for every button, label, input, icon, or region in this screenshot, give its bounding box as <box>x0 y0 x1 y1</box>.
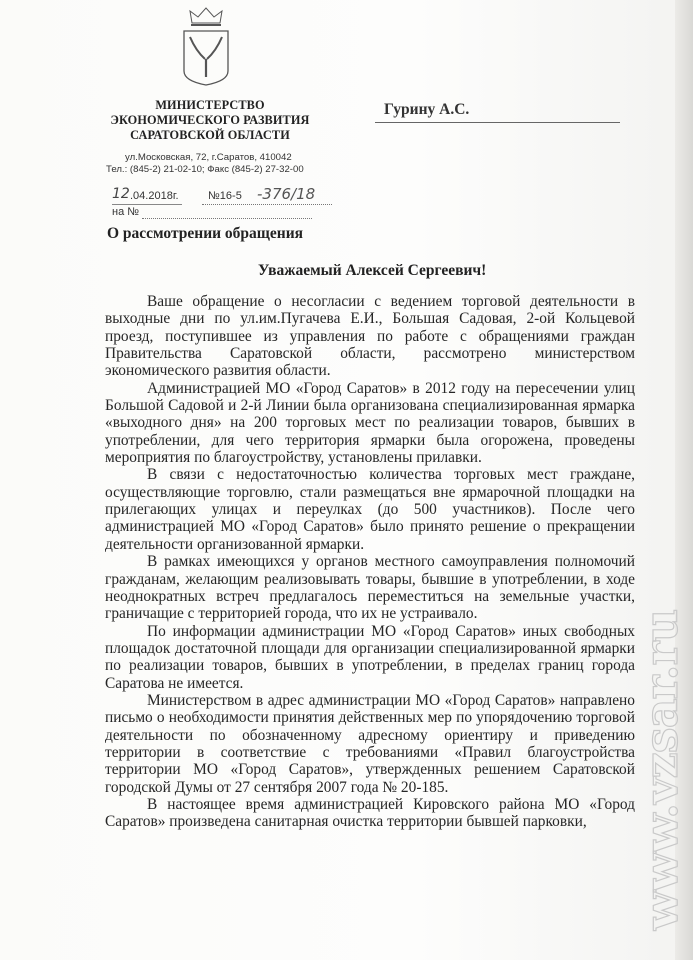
date-number-row <box>112 186 352 206</box>
recipient-underline <box>375 122 620 123</box>
body-paragraph: Администрацией МО «Город Саратов» в 2012 году на пересечении улиц Большой Садовой и 2-й Линии была организована специализированная ярмарка «выходного дня» на 200 торговых мест по реализации товаров, бывших в употреблении, для чего территория ярмарки была огорожена, проведены мероприятия по благоустройству, установлены прилавки. <box>105 379 635 467</box>
date-printed: .04.2018г. <box>130 190 179 202</box>
ministry-address <box>106 152 336 175</box>
date-underline <box>112 204 182 205</box>
recipient-name: Гурину А.С. <box>384 101 470 118</box>
site-watermark <box>636 590 686 950</box>
outgoing-number-handwritten: -376/18 <box>257 185 316 203</box>
body-paragraph: В настоящее время администрацией Кировского района МО «Город Саратов» произведена санитарная очистка территории бывшей парковки, <box>105 795 635 831</box>
reply-to-underline <box>142 218 312 219</box>
ministry-line: ЭКОНОМИЧЕСКОГО РАЗВИТИЯ <box>110 113 310 127</box>
body-paragraph: Министерством в адрес администрации МО «Город Саратов» направлено письмо о необходимости принятия действенных мер по упорядочению торговой деятельности по обозначенному адресному ориентиру и приведению территории в соответствие с требованиями «Правил благоустройства территории МО «Город Саратов», утвержденных решением Саратовской городской Думы от 27 сентября 2007 года № 20-185. <box>105 691 635 796</box>
salutation: Уважаемый Алексей Сергеевич! <box>258 262 487 279</box>
body-paragraph: Ваше обращение о несогласии с ведением торговой деятельности в выходные дни по ул.им.Пугачева Е.И., Большая Садовая, 2-ой Кольцевой проезд, поступившее из управления по работе с обращениями граждан Правительства Саратовской области, рассмотрено министерством экономического развития области. <box>105 293 635 380</box>
ministry-line: САРАТОВСКОЙ ОБЛАСТИ <box>130 128 290 142</box>
address-street: ул.Московская, 72, г.Саратов, 410042 <box>125 152 292 163</box>
ministry-name <box>100 98 320 143</box>
date-handwritten: 12 <box>112 186 130 202</box>
outgoing-number: №16-5 <box>208 190 242 202</box>
number-underline <box>202 204 332 205</box>
reply-to-row <box>112 206 352 218</box>
address-phone: Тел.: (845-2) 21-02-10; Факс (845-2) 27-32-00 <box>106 163 304 175</box>
body-paragraph: По информации администрации МО «Город Саратов» иных свободных площадок достаточной площади для организации специализированной ярмарки по реализации товаров, бывших в употреблении, в пределах границ города Саратова не имеется. <box>105 622 635 692</box>
body-paragraph: В связи с недостаточностью количества торговых мест граждане, осуществляющие торговлю, стали размещаться вне ярмарочной площадки на прилегающих улицах и переулках (до 500 участников). После чего администрацией МО «Город Саратов» было принято решение о прекращении деятельности организованной ярмарки. <box>105 466 635 553</box>
letter-subject: О рассмотрении обращения <box>107 225 304 242</box>
coat-of-arms-icon <box>176 5 236 89</box>
letter-body <box>105 293 635 831</box>
body-paragraph: В рамках имеющихся у органов местного самоуправления полномочий гражданам, желающим реализовывать товары, бывшие в употреблении, в ходе неоднократных встреч предлагалось переместиться на земельные участки, граничащие с территорией города, что их не устраивало. <box>105 553 635 623</box>
watermark-text: www.vzsar.ru <box>634 609 688 931</box>
reply-to-label: на № <box>112 206 140 218</box>
ministry-line: МИНИСТЕРСТВО <box>155 98 265 112</box>
